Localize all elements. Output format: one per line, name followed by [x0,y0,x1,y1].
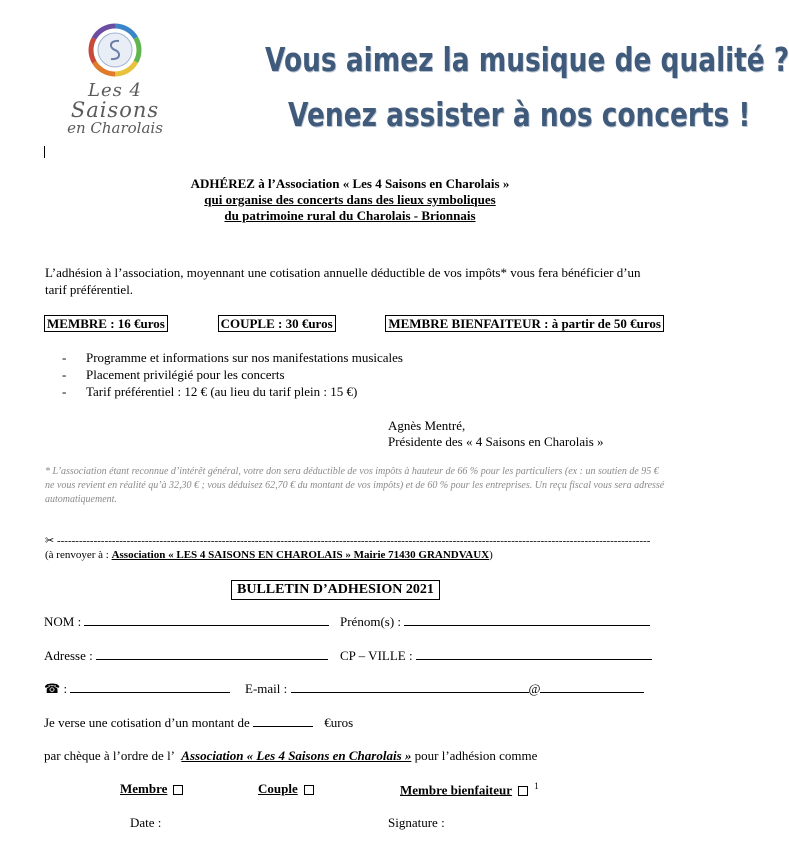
email-user-field[interactable] [291,680,529,693]
list-item: - Placement privilégié pour les concerts [62,366,403,383]
cheque-association: Association « Les 4 Saisons en Charolais » [181,748,412,763]
president-title: Présidente des « 4 Saisons en Charolais » [388,434,604,449]
text-cursor [44,146,45,158]
email-domain-field[interactable] [540,680,644,693]
amount-field[interactable] [253,714,313,727]
rate-membre: MEMBRE : 16 €uros [44,315,168,332]
option-bienfaiteur[interactable]: Membre bienfaiteur $^1$ [400,781,539,798]
cheque-row: par chèque à l’ordre de l’ Association « Les 4 Saisons en Charolais » pour l’adhésion comme [44,748,538,763]
send-address: (à renvoyer à : Association « LES 4 SAISONS EN CHAROLAIS » Mairie 71430 GRANDVAUX) [45,549,493,561]
adresse-field[interactable] [96,647,328,660]
cut-line: ✂ ------------------------------------------------------------------------------------------------------------------------------------------------------------------ [45,535,651,547]
benefits-list [62,349,403,400]
logo-line-2: Saisons [70,98,160,122]
intro-line-1: ADHÉREZ à l’Association « Les 4 Saisons en Charolais » [190,176,510,191]
at-sign: @ [528,681,541,696]
option-couple[interactable]: Couple [258,781,314,797]
option-membre[interactable]: Membre [120,781,183,797]
bienfaiteur-checkbox[interactable] [518,786,528,796]
rate-couple: COUPLE : 30 €uros [218,315,336,332]
adresse-row [44,647,328,664]
list-item: - Tarif préférentiel : 12 € (au lieu du tarif plein : 15 €) [62,383,403,400]
rates-row [44,315,664,332]
prenom-label: Prénom(s) : [340,614,402,629]
logo-line-1: Les 4 [87,80,143,101]
nom-field[interactable] [84,613,329,626]
couple-checkbox[interactable] [304,785,314,795]
cp-ville-field[interactable] [416,647,652,660]
president-name: Agnès Mentré, [388,418,466,433]
prenom-field[interactable] [404,613,650,626]
intro-line-2: qui organise des concerts dans des lieux symboliques [204,192,496,207]
bulletin-title: BULLETIN D’ADHESION 2021 [231,580,440,600]
email-label: E-mail : [245,681,288,696]
footnote-marker: 1 [534,781,539,791]
adresse-label: Adresse : [44,648,93,663]
association-logo [60,20,170,160]
phone-field[interactable] [70,680,230,693]
rate-bienfaiteur: MEMBRE BIENFAITEUR : à partir de 50 €uros [385,315,664,332]
signature-label: Signature : [388,815,445,830]
headline-line-2: Venez assister à nos concerts ! [288,95,751,134]
cp-ville-label: CP – VILLE : [340,648,413,663]
membership-paragraph: L’adhésion à l’association, moyennant une cotisation annuelle déductible de vos impôts* vous fera bénéficier d’un tarif préférentiel. [45,265,641,297]
nom-row [44,613,329,630]
list-item: - Programme et informations sur nos manifestations musicales [62,349,403,366]
cp-ville-row [340,647,652,664]
phone-row: ☎ : [44,680,230,697]
prenom-row [340,613,650,630]
intro-line-3: du patrimoine rural du Charolais - Brionnais [224,208,476,223]
membre-checkbox[interactable] [173,785,183,795]
cotisation-row: Je verse une cotisation d’un montant de €uros [44,715,354,730]
nom-label: NOM : [44,614,82,629]
headline-line-1: Vous aimez la musique de qualité ? [265,40,789,79]
email-row [245,680,644,697]
seasons-wheel-icon [60,20,170,82]
phone-icon: ☎ [44,681,61,696]
date-label: Date : [130,815,162,830]
logo-line-3: en Charolais [67,119,163,137]
tax-note: * L’association étant reconnue d’intérêt général, votre don sera déductible de vos impôts à hauteur de 66 % pour les particuliers (ex : un soutien de 95 € ne vous revient en réalité qu’à 32,30 € ; vous déduisez 62,70 € du montant de vos impôts) et de 60 % pour les entreprises. Un reçu fiscal vous sera adressé automatiquement. [45,466,665,505]
